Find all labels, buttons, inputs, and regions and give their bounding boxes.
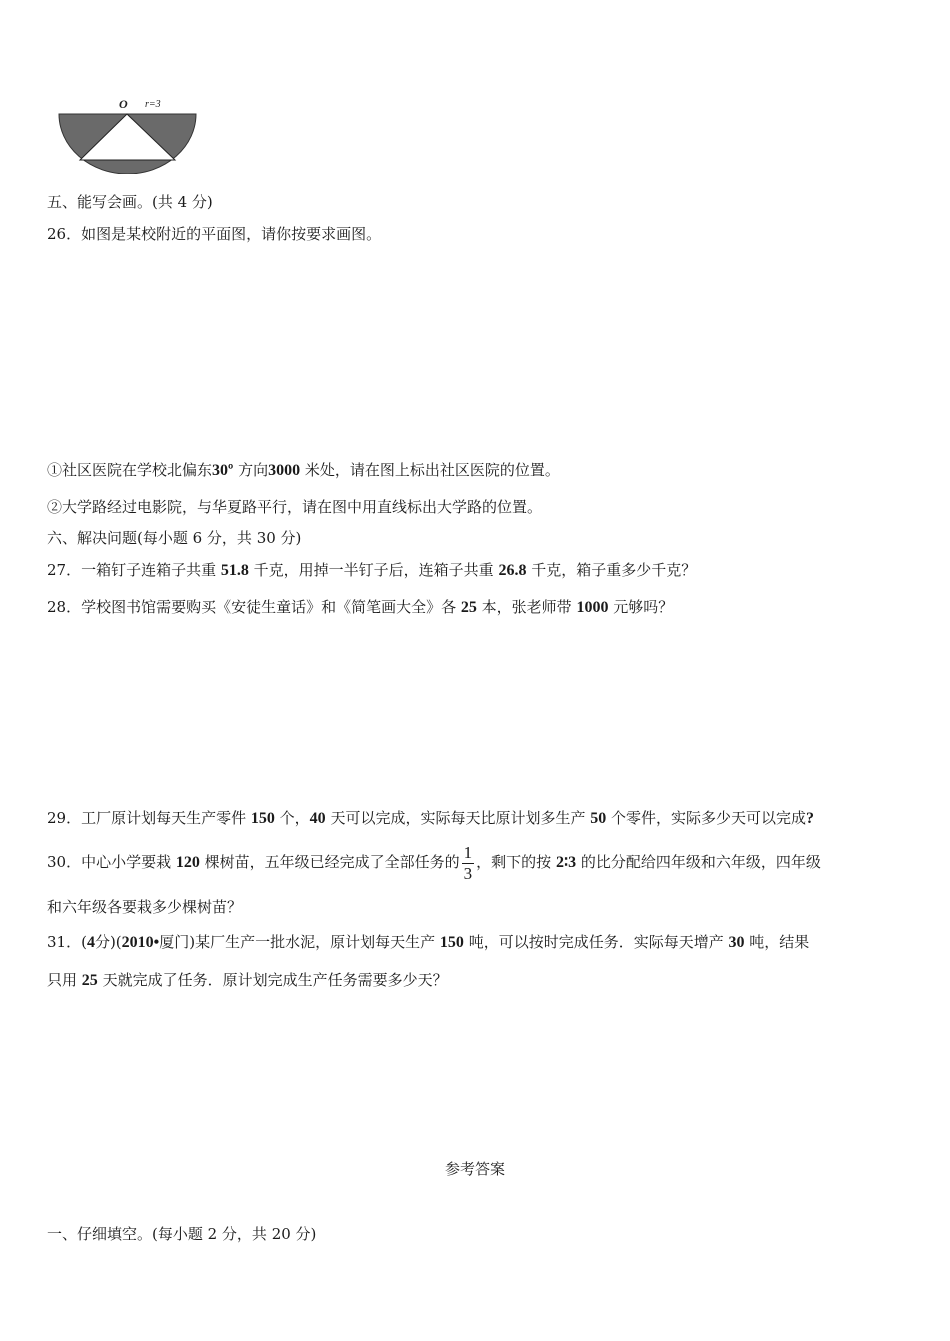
question-29: 29．工厂原计划每天生产零件 150 个，40 天可以完成，实际每天比原计划多生产 50 个零件，实际多少天可以完成?	[47, 809, 815, 827]
answer-section-1-heading: 一、仔细填空。(每小题 2 分，共 20 分)	[47, 1225, 317, 1243]
radius-label: r=3	[145, 99, 161, 110]
center-label: O	[119, 97, 128, 111]
question-26-part-2: ②大学路经过电影院，与华夏路平行，请在图中用直线标出大学路的位置。	[47, 498, 543, 516]
section-5-heading: 五、能写会画。(共 4 分)	[47, 193, 213, 211]
question-27: 27．一箱钉子连箱子共重 51.8 千克，用掉一半钉子后，连箱子共重 26.8 千克，箱子重多少千克？	[47, 561, 697, 579]
question-30: 30．中心小学要栽 120 棵树苗，五年级已经完成了全部任务的 $\frac{1}{3}$ ，剩下的按 2∶3 的比分配给四年级和六年级，四年级	[47, 842, 821, 883]
question-28: 28．学校图书馆需要购买《安徒生童话》和《简笔画大全》各 25 本，张老师带 1000 元够吗？	[47, 598, 674, 616]
question-31: 31．(4分)(2010•厦门)某厂生产一批水泥，原计划每天生产 150 吨，可以按时完成任务．实际每天增产 30 吨，结果	[47, 933, 810, 951]
section-6-heading: 六、解决问题(每小题 6 分，共 30 分)	[47, 529, 302, 547]
fraction-one-third: $\frac{1}{3}$	[463, 842, 473, 883]
question-31-line-2: 只用 25 天就完成了任务．原计划完成生产任务需要多少天？	[47, 971, 448, 989]
question-26: 26．如图是某校附近的平面图，请你按要求画图。	[47, 225, 382, 243]
question-30-line-2: 和六年级各要栽多少棵树苗？	[47, 898, 243, 916]
question-26-part-1: ①社区医院在学校北偏东30º 方向3000 米处，请在图上标出社区医院的位置。	[47, 461, 560, 479]
semicircle-figure	[55, 94, 200, 174]
answer-key-title: 参考答案	[444, 1160, 505, 1178]
